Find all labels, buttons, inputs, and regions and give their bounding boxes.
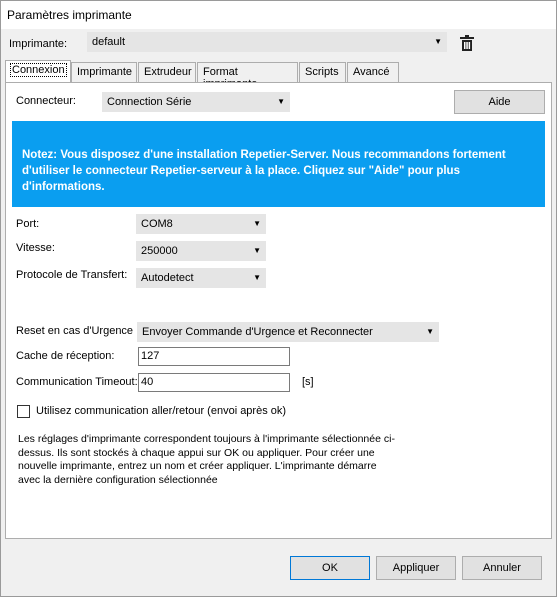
trash-icon[interactable] [460, 35, 474, 51]
port-label: Port: [16, 218, 40, 230]
tab-scripts[interactable]: Scripts [299, 62, 346, 82]
chevron-down-icon: ▼ [434, 37, 442, 46]
port-select[interactable] [136, 214, 266, 234]
apply-button[interactable]: Appliquer [376, 556, 456, 580]
window-title: Paramètres imprimante [7, 8, 132, 22]
cache-label: Cache de réception: [16, 350, 115, 362]
speed-select-value: 250000 [141, 245, 178, 257]
printer-select[interactable] [87, 32, 447, 52]
pingpong-checkbox[interactable] [17, 405, 30, 418]
tab-format-imprimante[interactable]: Format [197, 62, 298, 82]
cancel-button[interactable]: Annuler [462, 556, 542, 580]
pingpong-label: Utilisez communication aller/retour (envoi après ok) [36, 405, 287, 417]
chevron-down-icon: ▼ [253, 246, 261, 255]
connector-select[interactable] [102, 92, 290, 112]
reset-select[interactable] [137, 322, 439, 342]
speed-label: Vitesse: [16, 242, 55, 254]
cache-input[interactable]: 127 [138, 347, 290, 366]
tab-avance[interactable]: Avancé [347, 62, 399, 82]
tab-extrudeur[interactable]: Extrudeur [138, 62, 196, 82]
connexion-panel [5, 82, 552, 539]
help-button[interactable]: Aide [454, 90, 545, 114]
timeout-input[interactable]: 40 [138, 373, 290, 392]
reset-select-value: Envoyer Commande d'Urgence et Reconnecter [142, 326, 373, 338]
timeout-unit: [s] [302, 376, 314, 388]
speed-select[interactable] [136, 241, 266, 261]
printer-select-value: default [92, 36, 126, 48]
protocol-label: Protocole de Transfert: [16, 269, 128, 281]
reset-label: Reset en cas d'Urgence [16, 325, 134, 337]
tab-connexion[interactable]: Connexion [5, 60, 71, 83]
port-select-value: COM8 [141, 218, 173, 230]
printer-label: Imprimante: [9, 38, 68, 50]
chevron-down-icon: ▼ [253, 273, 261, 282]
chevron-down-icon: ▼ [426, 327, 434, 336]
protocol-select[interactable] [136, 268, 266, 288]
connector-label: Connecteur: [16, 95, 76, 107]
chevron-down-icon: ▼ [253, 219, 261, 228]
server-info-box: Notez: Vous disposez d'une installation Repetier-Server. Nous recommandons fortement d'utiliser le connecteur Repetier-serveur à la place. Cliquez sur "Aide" pour plus d'informations. [12, 121, 545, 207]
connector-select-value: Connection Série [107, 96, 192, 108]
chevron-down-icon: ▼ [277, 97, 285, 106]
tab-imprimante[interactable]: Imprimante [71, 62, 137, 82]
protocol-select-value: Autodetect [141, 272, 194, 284]
timeout-label: Communication Timeout: [16, 376, 138, 388]
title-bar [1, 1, 556, 29]
settings-notes: Les réglages d'imprimante correspondent toujours à l'imprimante sélectionnée ci-dessus. Ils sont stockés à chaque appui sur OK ou appliquer. Pour créer une nouvelle imprimante, entrez un nom et créer appliquer. L'imprimante démarre avec la dernière configuration sélectionnée [18, 433, 395, 486]
ok-button[interactable]: OK [290, 556, 370, 580]
